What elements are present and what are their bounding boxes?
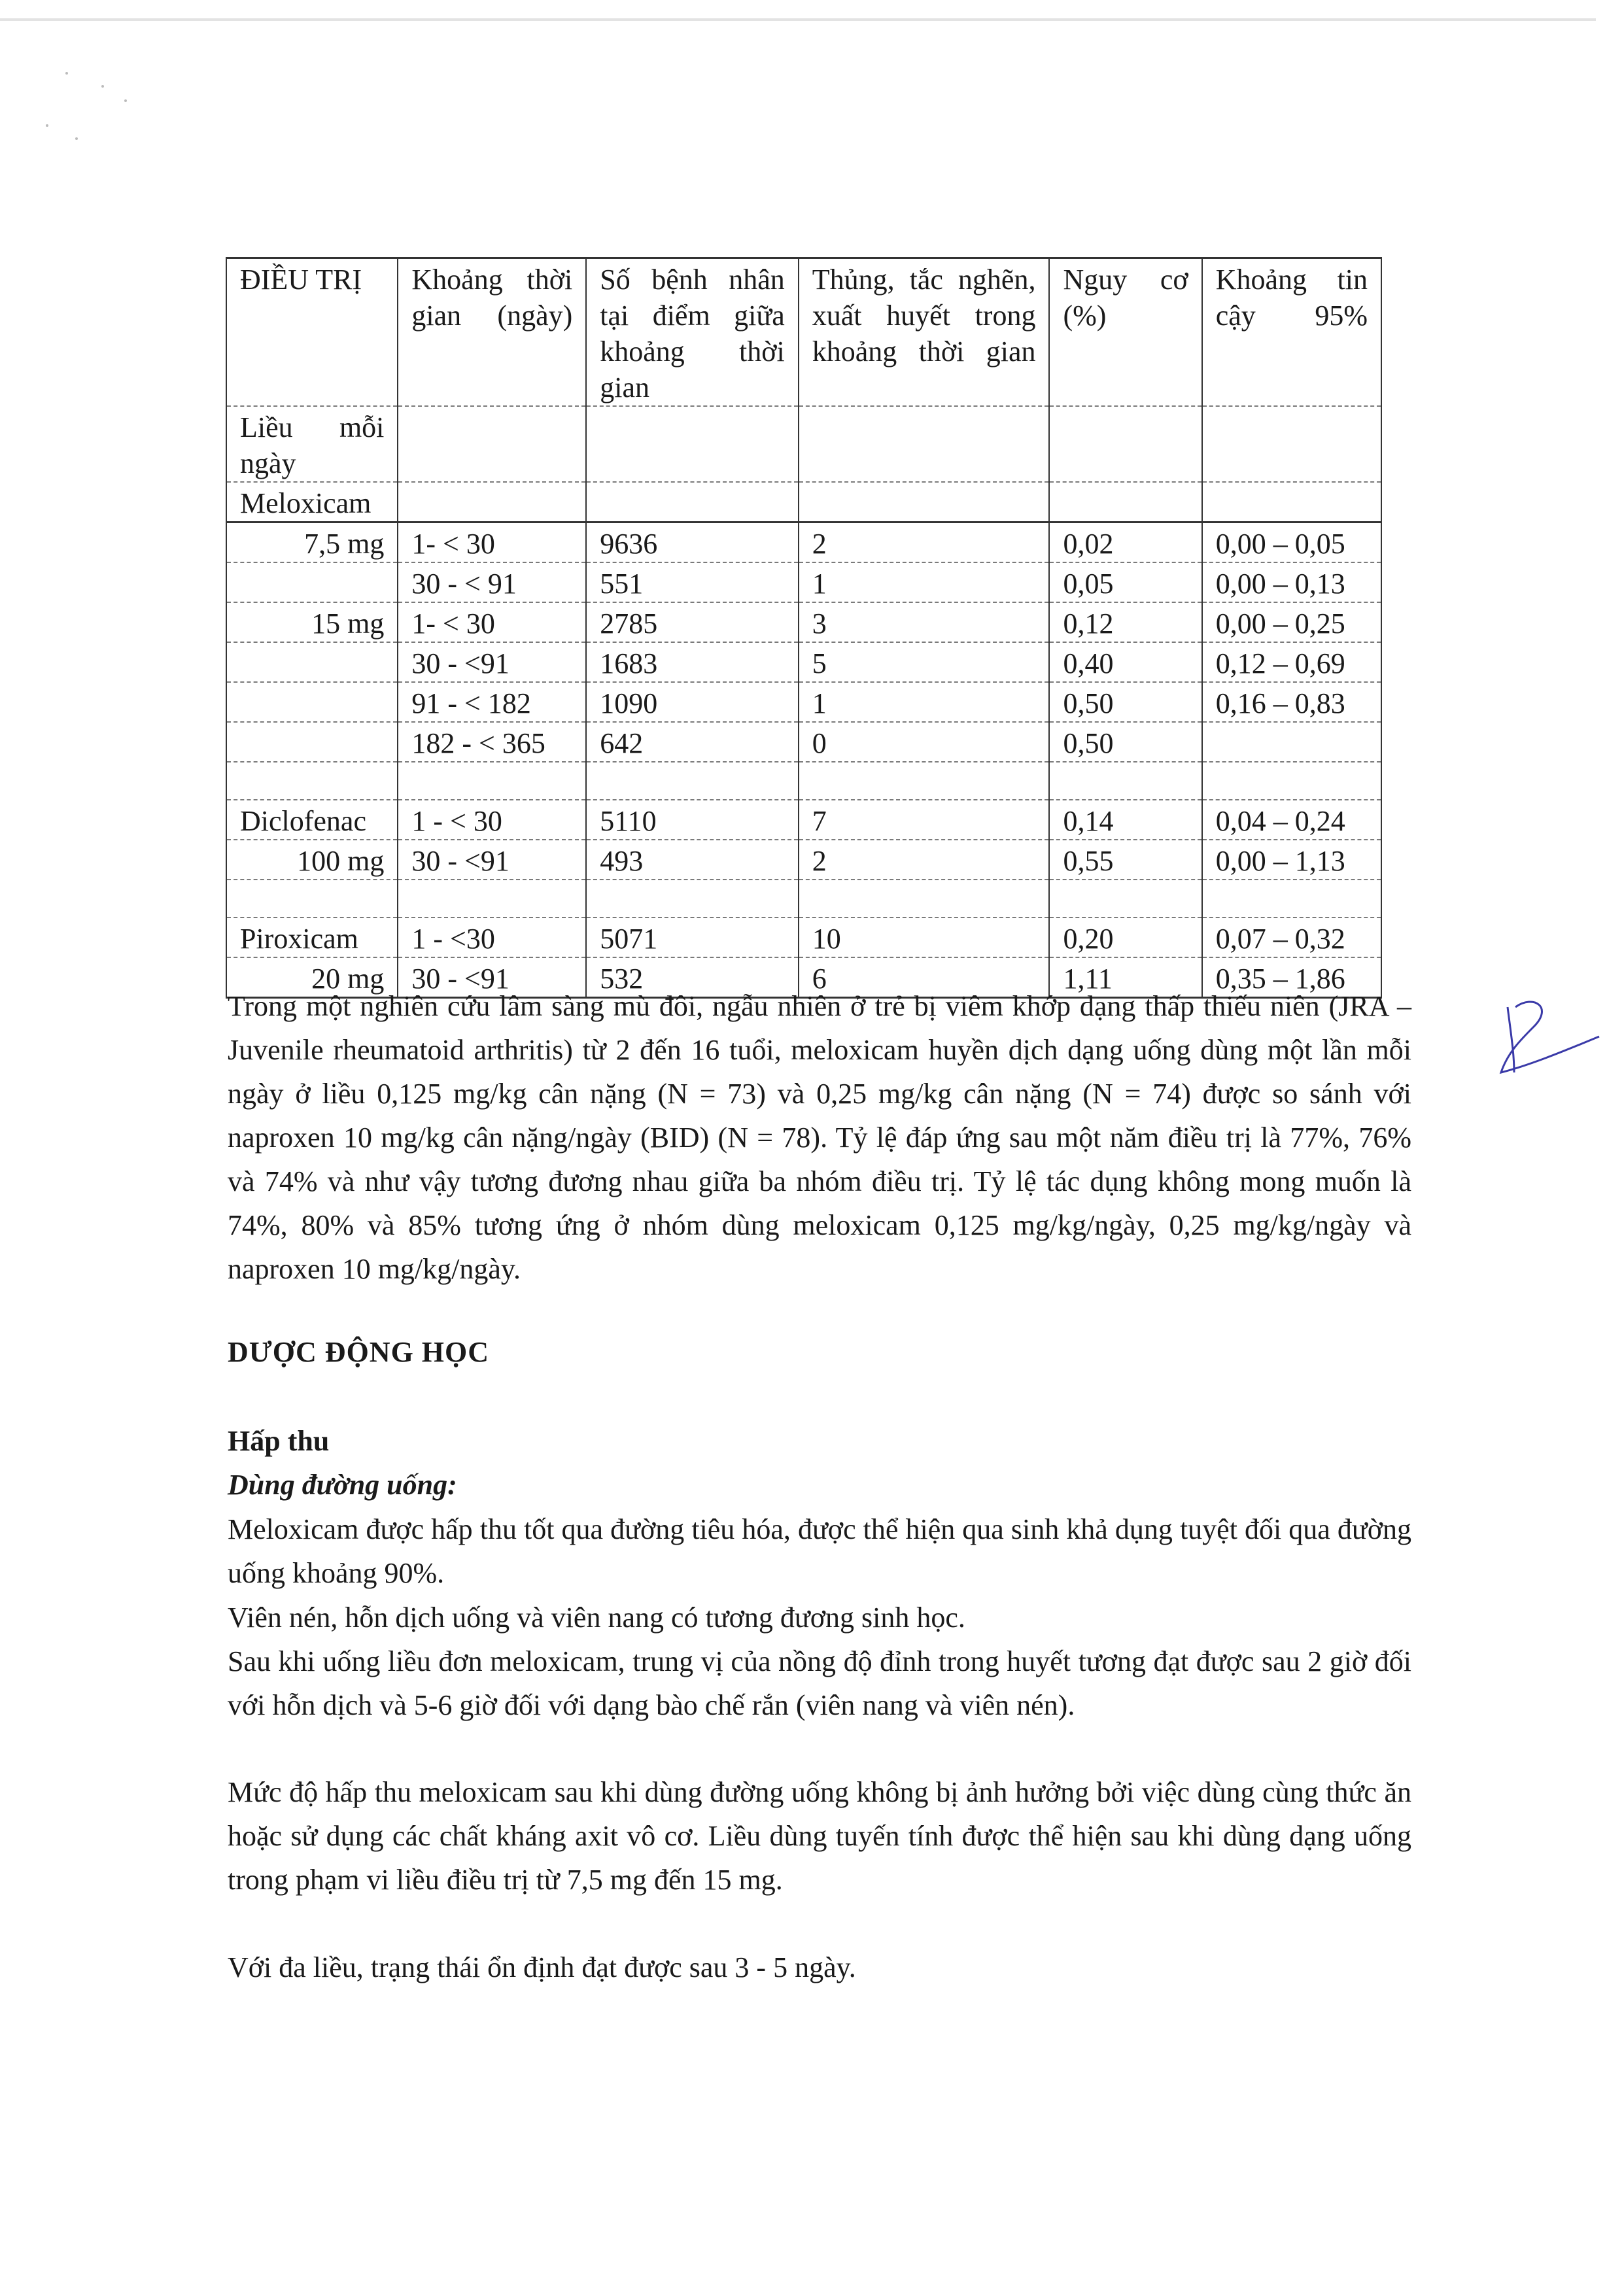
table-cell: 1 - < 30 bbox=[398, 800, 586, 840]
scan-specks bbox=[39, 65, 157, 144]
table-cell: 30 - <91 bbox=[398, 957, 586, 998]
table-cell: 2 bbox=[799, 840, 1050, 880]
food-paragraph: Mức độ hấp thu meloxicam sau khi dùng đường uống không bị ảnh hưởng bởi việc dùng cùng thức ăn hoặc sử dụng các chất kháng axit vô cơ. Liều dùng tuyến tính được thể hiện sau khi dùng dạng uống trong phạm vi liều điều trị từ 7,5 mg đến 15 mg. bbox=[228, 1776, 1411, 1896]
table-cell: 0 bbox=[799, 722, 1050, 762]
table-cell: 30 - < 91 bbox=[398, 562, 586, 602]
table-cell bbox=[398, 762, 586, 800]
table-cell: 30 - <91 bbox=[398, 642, 586, 682]
table-cell: 0,12 – 0,69 bbox=[1202, 642, 1381, 682]
table-cell: 2785 bbox=[586, 602, 798, 642]
table-cell: 5 bbox=[799, 642, 1050, 682]
table-cell bbox=[226, 642, 398, 682]
table-cell: 1683 bbox=[586, 642, 798, 682]
table-cell: 91 - < 182 bbox=[398, 682, 586, 722]
table-cell bbox=[226, 762, 398, 800]
table-cell: 1 - <30 bbox=[398, 917, 586, 957]
table-cell: 1 bbox=[799, 682, 1050, 722]
header-cell-treatment: ĐIỀU TRỊ bbox=[226, 258, 398, 407]
table-cell: 0,55 bbox=[1049, 840, 1201, 880]
table-cell bbox=[1202, 722, 1381, 762]
table-row bbox=[226, 562, 1381, 602]
scan-edge-line bbox=[0, 18, 1596, 21]
table-cell bbox=[1202, 880, 1381, 917]
table-cell bbox=[799, 762, 1050, 800]
oral-subheading: Dùng đường uống: bbox=[228, 1469, 457, 1501]
table-cell: 0,35 – 1,86 bbox=[1202, 957, 1381, 998]
table-row bbox=[226, 682, 1381, 722]
table-cell bbox=[226, 722, 398, 762]
table-header-row bbox=[226, 258, 1381, 407]
table-cell: 0,40 bbox=[1049, 642, 1201, 682]
table-cell: 1,11 bbox=[1049, 957, 1201, 998]
table-row bbox=[226, 880, 1381, 917]
oral-paragraph-2: Viên nén, hỗn dịch uống và viên nang có tương đương sinh học. bbox=[228, 1602, 965, 1634]
table-row bbox=[226, 722, 1381, 762]
table-cell: 5071 bbox=[586, 917, 798, 957]
table-cell bbox=[226, 682, 398, 722]
table-row-meloxicam-label bbox=[226, 482, 1381, 523]
header-cell-events: Thủng, tắc nghẽn, xuất huyết trong khoảng thời gian bbox=[799, 258, 1050, 407]
jra-paragraph: Trong một nghiên cứu lâm sàng mù đôi, ngẫu nhiên ở trẻ bị viêm khớp dạng thấp thiếu niên (JRA – Juvenile rheumatoid arthritis) từ 2 đến 16 tuổi, meloxicam huyền dịch dạng uống dùng một lần mỗi ngày ở liều 0,125 mg/kg cân nặng (N = 73) và 0,25 mg/kg cân nặng (N = 74) được so sánh với naproxen 10 mg/kg cân nặng/ngày (BID) (N = 78). Tỷ lệ đáp ứng sau một năm điều trị là 77%, 76% và 74% và như vậy tương đương nhau giữa ba nhóm điều trị. Tỷ lệ tác dụng không mong muốn là 74%, 80% và 85% tương ứng ở nhóm dùng meloxicam 0,125 mg/kg/ngày, 0,25 mg/kg/ngày và naproxen 10 mg/kg/ngày. bbox=[228, 990, 1411, 1285]
table-cell: 0,50 bbox=[1049, 722, 1201, 762]
meloxicam-label-cell: Meloxicam bbox=[226, 482, 398, 523]
table-cell bbox=[799, 880, 1050, 917]
table-cell: 551 bbox=[586, 562, 798, 602]
table-cell: 0,14 bbox=[1049, 800, 1201, 840]
table-cell: 100 mg bbox=[226, 840, 398, 880]
table-cell: 642 bbox=[586, 722, 798, 762]
table-cell bbox=[586, 880, 798, 917]
table-cell: 0,05 bbox=[1049, 562, 1201, 602]
table-cell: 0,12 bbox=[1049, 602, 1201, 642]
table-cell: 10 bbox=[799, 917, 1050, 957]
table-cell: 0,00 – 0,05 bbox=[1202, 523, 1381, 563]
table-cell: 6 bbox=[799, 957, 1050, 998]
oral-paragraph-3: Sau khi uống liều đơn meloxicam, trung vị của nồng độ đỉnh trong huyết tương đạt được sau 2 giờ đối với hỗn dịch và 5-6 giờ đối với dạng bào chế rắn (viên nang và viên nén). bbox=[228, 1645, 1411, 1721]
table-row-dose-label bbox=[226, 406, 1381, 482]
table-row bbox=[226, 917, 1381, 957]
table-cell bbox=[226, 562, 398, 602]
table-cell: 5110 bbox=[586, 800, 798, 840]
table-cell: 0,50 bbox=[1049, 682, 1201, 722]
table-row bbox=[226, 840, 1381, 880]
header-cell-patients: Số bệnh nhân tại điểm giữa khoảng thời gian bbox=[586, 258, 798, 407]
table-cell bbox=[1049, 762, 1201, 800]
table-cell: 0,04 – 0,24 bbox=[1202, 800, 1381, 840]
header-cell-ci: Khoảng tin cậy 95% bbox=[1202, 258, 1381, 407]
table-cell bbox=[398, 880, 586, 917]
table-row bbox=[226, 762, 1381, 800]
table-cell: 7,5 mg bbox=[226, 523, 398, 563]
oral-paragraph-1: Meloxicam được hấp thu tốt qua đường tiêu hóa, được thể hiện qua sinh khả dụng tuyệt đối qua đường uống khoảng 90%. bbox=[228, 1513, 1411, 1589]
table-cell bbox=[226, 880, 398, 917]
table-cell: 1- < 30 bbox=[398, 602, 586, 642]
table-cell: 493 bbox=[586, 840, 798, 880]
table-cell: 1 bbox=[799, 562, 1050, 602]
table-cell: 0,00 – 1,13 bbox=[1202, 840, 1381, 880]
table-row bbox=[226, 642, 1381, 682]
table-cell: 182 - < 365 bbox=[398, 722, 586, 762]
table-cell: 0,20 bbox=[1049, 917, 1201, 957]
table-cell: Piroxicam bbox=[226, 917, 398, 957]
table-cell: 3 bbox=[799, 602, 1050, 642]
table-cell: 15 mg bbox=[226, 602, 398, 642]
table-cell: 9636 bbox=[586, 523, 798, 563]
table-cell: 0,00 – 0,13 bbox=[1202, 562, 1381, 602]
table-cell: 0,00 – 0,25 bbox=[1202, 602, 1381, 642]
table-cell: 1090 bbox=[586, 682, 798, 722]
handwritten-initial bbox=[1481, 981, 1612, 1086]
table-cell bbox=[586, 762, 798, 800]
table-row bbox=[226, 800, 1381, 840]
table-row bbox=[226, 523, 1381, 563]
table-cell: Diclofenac bbox=[226, 800, 398, 840]
table-cell bbox=[1049, 880, 1201, 917]
table-cell: 0,07 – 0,32 bbox=[1202, 917, 1381, 957]
table-cell: 30 - <91 bbox=[398, 840, 586, 880]
table-cell: 0,16 – 0,83 bbox=[1202, 682, 1381, 722]
dose-label-cell: Liều mỗi ngày bbox=[226, 406, 398, 482]
table-cell: 0,02 bbox=[1049, 523, 1201, 563]
table-cell bbox=[1202, 762, 1381, 800]
table-row bbox=[226, 602, 1381, 642]
header-cell-interval: Khoảng thời gian (ngày) bbox=[398, 258, 586, 407]
absorption-subheading: Hấp thu bbox=[228, 1425, 330, 1457]
table-cell: 2 bbox=[799, 523, 1050, 563]
table-cell: 1- < 30 bbox=[398, 523, 586, 563]
table-cell: 532 bbox=[586, 957, 798, 998]
risk-table bbox=[226, 257, 1382, 999]
pharmacokinetics-heading: DƯỢC ĐỘNG HỌC bbox=[228, 1336, 490, 1368]
steady-state-paragraph: Với đa liều, trạng thái ổn định đạt được sau 3 - 5 ngày. bbox=[228, 1951, 856, 1983]
header-cell-risk: Nguy cơ (%) bbox=[1049, 258, 1201, 407]
table-cell: 20 mg bbox=[226, 957, 398, 998]
table-cell: 7 bbox=[799, 800, 1050, 840]
